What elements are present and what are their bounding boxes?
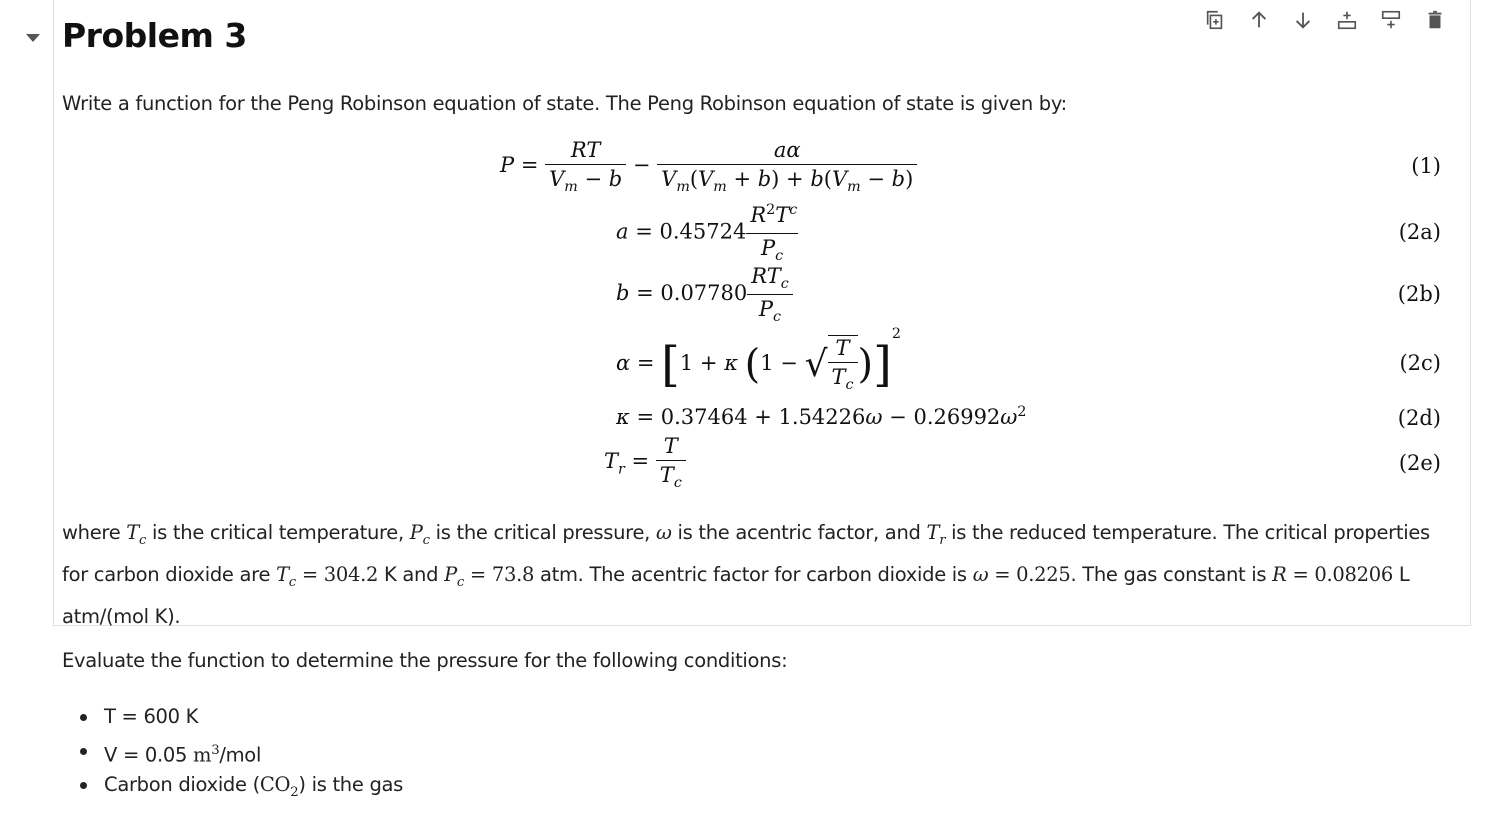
list-item: V = 0.05 $m^3$/mol bbox=[80, 734, 403, 768]
equation-tag: (2e) bbox=[1398, 451, 1441, 475]
problem-heading: Problem 3 bbox=[62, 16, 247, 55]
b-coefficient: 0.07780 bbox=[660, 281, 748, 306]
equation-2e: $T_r$ = $\frac{T}{T_c}$ bbox=[604, 434, 686, 491]
a-coefficient: 0.45724 bbox=[659, 219, 747, 244]
move-down-button[interactable] bbox=[1281, 6, 1325, 34]
equation-tag: (2a) bbox=[1398, 220, 1441, 244]
equation-2d: $\kappa = 0.37464 + 1.54226\omega - 0.26992\omega^2$ bbox=[616, 404, 1027, 429]
delete-button[interactable] bbox=[1413, 6, 1457, 34]
kappa-c1: 1.54226 bbox=[778, 405, 866, 429]
cell-toolbar bbox=[1193, 6, 1457, 34]
evaluate-text: Evaluate the function to determine the pressure for the following conditions: bbox=[62, 649, 788, 672]
move-up-button[interactable] bbox=[1237, 6, 1281, 34]
move-down-icon bbox=[1292, 9, 1314, 31]
move-up-icon bbox=[1248, 9, 1270, 31]
kappa-c2: 0.26992 bbox=[913, 405, 1001, 429]
equation-2a: a = 0.45724 $\frac{R^2T^c}{P_c}$ bbox=[616, 202, 798, 265]
duplicate-button[interactable] bbox=[1193, 6, 1237, 34]
equation-tag: (2c) bbox=[1399, 351, 1441, 375]
insert-below-button[interactable] bbox=[1369, 6, 1413, 34]
where-paragraph: where $T_c$ is the critical temperature, $P_c$ is the critical pressure, ω is the acentric factor, and $T_r$ is the reduced temperature. The critical properties for carbon dioxide are $T_c = 304.2$ K and $P_c = 73.8$ atm. The acentric factor for carbon dioxide is ω = 0.225. The gas constant is R = 0.08206 L atm/(mol K). bbox=[62, 521, 1430, 628]
delete-icon bbox=[1424, 9, 1446, 31]
kappa-c0: 0.37464 bbox=[660, 405, 748, 429]
equation-2c: α = [1 + κ (1 − √ $\frac{T}{T_c}$ )]$^2$ bbox=[616, 326, 901, 394]
list-item: T = 600 K bbox=[80, 700, 403, 734]
insert-below-icon bbox=[1380, 9, 1402, 31]
equation-tag: (2d) bbox=[1397, 406, 1441, 430]
equation-2b: b = 0.07780 $\frac{RT_c}{P_c}$ bbox=[616, 264, 793, 325]
equation-tag: (1) bbox=[1411, 154, 1441, 178]
equation-1: P = $\frac{RT}{V_m - b}$ − $\frac{a\alpha}{V_m(V_m + b) + b(V_m - b)}$ bbox=[500, 138, 917, 195]
conditions-list bbox=[80, 700, 403, 802]
duplicate-icon bbox=[1204, 9, 1226, 31]
insert-above-button[interactable] bbox=[1325, 6, 1369, 34]
list-item: Carbon dioxide $(CO_2)$ is the gas bbox=[80, 768, 403, 802]
intro-text: Write a function for the Peng Robinson equation of state. The Peng Robinson equation of state is given by: bbox=[62, 92, 1067, 115]
collapse-toggle[interactable] bbox=[26, 34, 40, 42]
insert-above-icon bbox=[1336, 9, 1358, 31]
equation-tag: (2b) bbox=[1397, 282, 1441, 306]
